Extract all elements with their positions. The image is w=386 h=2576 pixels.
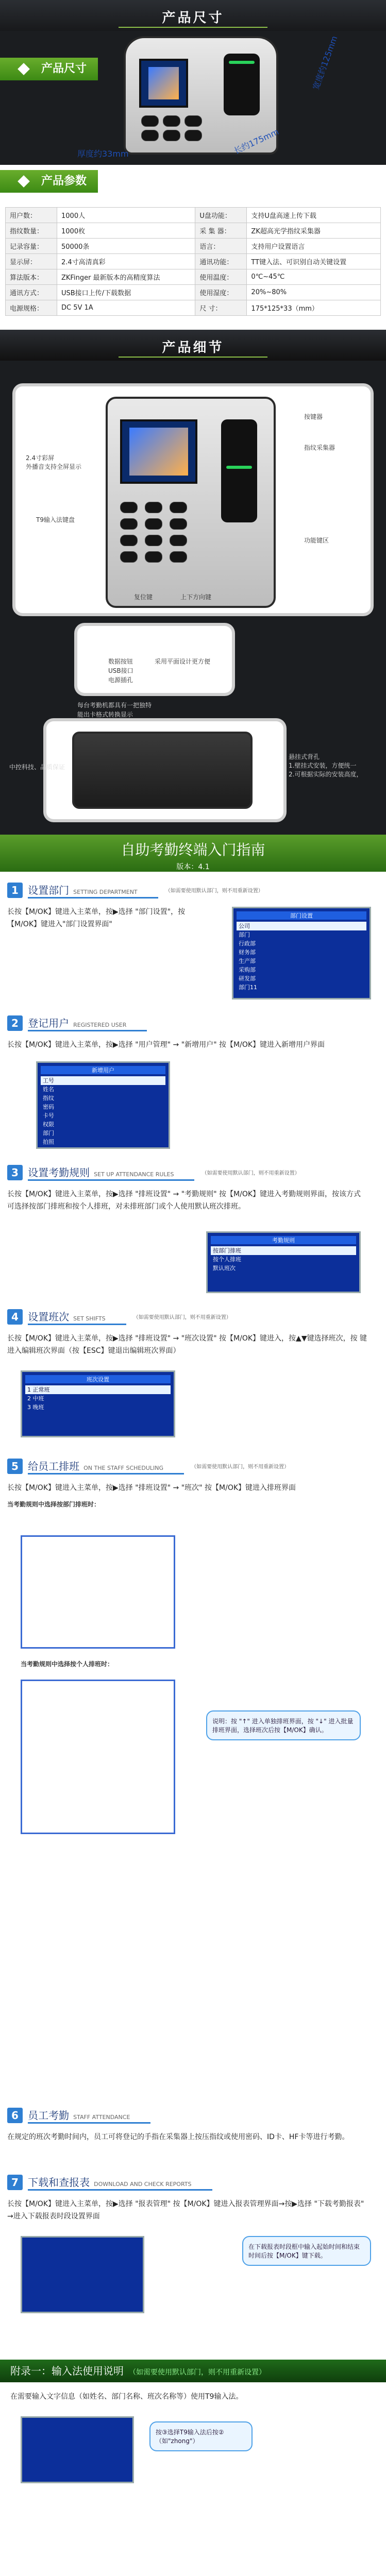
params-section — [0, 165, 386, 330]
step-number: 2 — [7, 1015, 23, 1031]
lcd-row: 指纹 — [43, 1095, 54, 1101]
step-7 — [7, 2174, 378, 2223]
lcd-header: 班次设置 — [25, 1375, 171, 1383]
param-value: TT键入法、可识别自动关键设置 — [247, 254, 381, 269]
lcd-row: 姓名 — [43, 1086, 54, 1093]
callout-unique: 每台考勤机都具有一把独特 — [77, 702, 152, 709]
step-title — [28, 1164, 194, 1181]
step-desc: 长按【M/OK】键进入主菜单，按▶选择 "排班设置" → "班次设置" 按【M/OK】键进入，按▲▼键选择班次，按 键进入编辑班次界面（按【ESC】键退出编辑班次界面） — [7, 1334, 367, 1355]
param-key: 通讯功能： — [195, 254, 247, 269]
keypad-key — [184, 130, 202, 141]
step-title-text: 下载和查报表 — [28, 2176, 90, 2189]
detail-panel-3 — [46, 721, 283, 819]
guide-title: 自助考勤终端入门指南 — [121, 841, 265, 858]
width-dimension: 宽度约125mm — [311, 35, 340, 91]
params-row — [6, 285, 381, 300]
step-number: 4 — [7, 1309, 23, 1325]
callout-screen-label: 2.4寸彩屏 — [26, 454, 55, 462]
step-subtitle: SETTING DEPARTMENT — [73, 889, 138, 895]
fingerprint-sensor — [224, 54, 260, 115]
param-value: 0℃~45℃ — [247, 269, 381, 285]
param-value: 1000人 — [57, 208, 195, 223]
lcd-row: 按部门排班 — [211, 1246, 356, 1255]
keypad-key — [170, 551, 187, 563]
param-key: 通讯方式： — [6, 285, 57, 300]
keypad-key — [141, 130, 159, 141]
quick-start-guide — [0, 835, 386, 2576]
lcd-row: 财务部 — [239, 949, 256, 956]
appendix1-title: 附录一：输入法使用说明 — [10, 2365, 124, 2377]
title-underline — [119, 357, 267, 358]
report-tip: 在下载报表时段框中输入起始时间和结束时间后按【M/OK】键下载。 — [242, 2236, 371, 2266]
lcd-row: 1 正常班 — [25, 1385, 171, 1394]
callout-t9: T9输入法键盘 — [36, 516, 75, 523]
lcd-row: 工号 — [41, 1076, 165, 1085]
lcd-row: 2 中班 — [27, 1395, 44, 1402]
step-number: 5 — [7, 1459, 23, 1474]
step-title — [28, 882, 158, 899]
step-subtitle: SET UP ATTENDANCE RULES — [94, 1171, 174, 1178]
params-row — [6, 223, 381, 239]
step-title-text: 员工考勤 — [28, 2109, 70, 2122]
keypad-key — [163, 130, 180, 141]
lcd-header: 考勤规则 — [211, 1236, 356, 1244]
step-title-text: 设置部门 — [28, 884, 70, 896]
lcd-row: 生产部 — [239, 958, 256, 964]
guide-title-bar — [0, 835, 386, 872]
callout-func: 功能键区 — [304, 537, 329, 544]
param-key: 记录容量： — [6, 239, 57, 254]
step-desc: 在规定的班次考勤时间内，员工可将登记的手指在采集器上按压指纹或使用密码、ID卡、HF卡等进行考勤。 — [7, 2133, 349, 2141]
keypad-key — [170, 535, 187, 546]
callout-hanging — [289, 752, 381, 778]
details-section — [0, 330, 386, 835]
lcd-department — [232, 907, 371, 999]
param-value: 20%~80% — [247, 285, 381, 300]
params-label-text: 产品参数 — [41, 175, 87, 188]
lcd-row: 部门 — [43, 1130, 54, 1137]
param-key: 语言： — [195, 239, 247, 254]
step-note: （如需要使用默认部门，则不用重新设置） — [133, 1314, 231, 1320]
lcd-row: 研发部 — [239, 975, 256, 982]
t9-tip: 按③选择T9输入法后按②（如"zhong"） — [149, 2421, 253, 2451]
step5-person-label: 当考勤规则中选择按个人排班时： — [21, 1660, 114, 1668]
keypad-key — [145, 535, 162, 546]
lcd-shifts — [21, 1370, 175, 1437]
appendix1-text: 在需要输入文字信息（如姓名、部门名称、班次名称等）使用T9输入法。 — [10, 2393, 243, 2401]
param-key: U盘功能： — [195, 208, 247, 223]
step5-dept-label: 当考勤规则中选择按部门排班时： — [7, 1501, 100, 1508]
step-title — [28, 2174, 212, 2191]
params-row — [6, 239, 381, 254]
size-label-text: 产品尺寸 — [41, 62, 87, 75]
param-value: 2.4寸高清真彩 — [57, 254, 195, 269]
callout-power: 按键器 — [304, 413, 323, 420]
keypad-key — [120, 535, 138, 546]
lcd-header: 新增用户 — [41, 1066, 165, 1074]
lcd-new-user — [36, 1061, 170, 1149]
keypad-key — [170, 502, 187, 513]
step-title-text: 设置考勤规则 — [28, 1166, 90, 1179]
title-underline — [119, 27, 267, 28]
step-number: 7 — [7, 2175, 23, 2190]
step-title-text: 给员工排班 — [28, 1460, 80, 1472]
callout-format: 能出卡格式转换显示 — [77, 711, 133, 718]
param-key: 用户数： — [6, 208, 57, 223]
callout-usb: USB接口 — [108, 667, 133, 674]
step-3 — [7, 1164, 378, 1213]
appendix1-bar — [0, 2360, 386, 2382]
param-value: 175*125*33（mm） — [247, 300, 381, 316]
lcd-row: 拍照 — [43, 1139, 54, 1145]
callout-updown: 上下方向键 — [180, 594, 212, 601]
device-back — [72, 732, 253, 809]
device-screen — [120, 419, 197, 484]
step-subtitle: ON THE STAFF SCHEDULING — [83, 1465, 164, 1471]
step-note: （如需要使用默认部门，则不用重新设置） — [191, 1464, 290, 1470]
step-note: （如需要使用默认部门，则不用重新设置） — [165, 888, 263, 894]
param-value: USB接口上传/下载数据 — [57, 285, 195, 300]
param-value: DC 5V 1A — [57, 300, 195, 316]
section-title: 产品细节 — [162, 340, 224, 355]
step-subtitle: SET SHIFTS — [73, 1315, 106, 1322]
lcd-row: 采购部 — [239, 967, 256, 973]
params-row — [6, 254, 381, 269]
schedule-tip: 说明：按 "↑" 进入单独排班界面，按 "↓" 进入批量排班界面，选择班次后按【M/OK】确认。 — [206, 1710, 361, 1740]
lcd-dept-schedule — [21, 1535, 175, 1649]
callout-fingerprint: 指纹采集器 — [304, 444, 335, 451]
param-key: 电源规格： — [6, 300, 57, 316]
param-key: 使用温度： — [195, 269, 247, 285]
keypad-key — [120, 502, 138, 513]
param-key: 采 集 器： — [195, 223, 247, 239]
keypad-key — [184, 115, 202, 127]
callout-flat: 采用平面设计更方便 — [155, 658, 211, 665]
diamond-icon — [18, 63, 30, 75]
diamond-icon — [18, 175, 30, 188]
step-number: 1 — [7, 883, 23, 898]
callout-dc: 电源插孔 — [108, 676, 133, 684]
keypad-key — [170, 518, 187, 530]
keypad-key — [145, 518, 162, 530]
length-dimension: 长约175mm — [232, 126, 280, 156]
callout-hanging-title: 悬挂式背孔 — [289, 753, 320, 760]
lcd-row: 卡号 — [43, 1112, 54, 1119]
param-value: 50000条 — [57, 239, 195, 254]
section-title: 产品尺寸 — [162, 10, 224, 26]
step-title — [28, 2107, 150, 2124]
guide-version: 版本：4.1 — [176, 863, 210, 871]
lcd-row: 密码 — [43, 1104, 54, 1110]
params-row — [6, 208, 381, 223]
lcd-t9 — [21, 2416, 134, 2483]
step-desc: 长按【M/OK】键进入主菜单，按▶选择 "排班设置" → "班次" 按【M/OK】键进入排班界面 — [7, 1484, 296, 1492]
callout-data-button: 数据按钮 — [108, 658, 133, 665]
step-2 — [7, 1015, 378, 1051]
callout-screen-sub: 外播音支持全屏显示 — [26, 463, 82, 470]
fingerprint-sensor — [221, 419, 257, 522]
param-key: 算法版本： — [6, 269, 57, 285]
step-desc: 长按【M/OK】键进入主菜单，按▶选择 "用户管理" → "新增用户" 按【M/OK】键进入新增用户界面 — [7, 1041, 325, 1049]
thickness-dimension: 厚度约33mm — [77, 149, 129, 159]
params-table — [5, 207, 381, 316]
size-label — [0, 58, 98, 80]
param-value: 支持U盘高速上传下载 — [247, 208, 381, 223]
callout-reset: 复位键 — [134, 594, 153, 601]
callout-hanging-2: 2.可根据实际的安装高度， — [289, 771, 363, 778]
lcd-header: 部门设置 — [237, 911, 366, 920]
keypad-key — [120, 551, 138, 563]
lcd-rules — [206, 1231, 361, 1293]
lcd-row: 默认班次 — [213, 1265, 236, 1272]
detail-panel-2 — [77, 626, 232, 693]
step-number: 6 — [7, 2108, 23, 2123]
param-value: 1000枚 — [57, 223, 195, 239]
params-label — [0, 170, 98, 193]
step-4 — [7, 1309, 378, 1357]
param-key: 使用湿度： — [195, 285, 247, 300]
detail-panel-1 — [15, 386, 371, 613]
step-desc: 长按【M/OK】键进入主菜单，按▶选择 "报表管理" 按【M/OK】键进入报表管理界面→按▶选择 "下载考勤报表" →进入下载报表时段设置界面 — [7, 2200, 364, 2221]
step-5 — [7, 1458, 378, 1510]
step-desc: 长按【M/OK】键进入主菜单，按▶选择 "排班设置" → "考勤规则" 按【M/OK】键进入考勤规则界面，按该方式可选择按部门排班和按个人排班，对未排班部门或个人使用默认班次排班。 — [7, 1190, 361, 1211]
step-desc: 长按【M/OK】键进入主菜单，按▶选择 "部门设置"，按【M/OK】键进入"部门设置界面" — [7, 908, 186, 928]
keypad-key — [141, 115, 159, 127]
device-detail — [106, 397, 276, 608]
lcd-person-schedule — [21, 1680, 175, 1834]
lcd-row: 部门11 — [239, 984, 257, 991]
keypad-key — [163, 115, 180, 127]
keypad-key — [120, 518, 138, 530]
callout-hanging-1: 1.壁挂式安装，方便统一 — [289, 762, 357, 769]
device-screen — [139, 59, 188, 108]
section-band — [0, 330, 386, 361]
section-band — [0, 0, 386, 31]
lcd-row: 公司 — [237, 922, 366, 930]
param-key: 指纹数量： — [6, 223, 57, 239]
keypad-key — [145, 502, 162, 513]
product-size-section — [0, 0, 386, 165]
step-subtitle: STAFF ATTENDANCE — [73, 2114, 130, 2121]
params-row — [6, 269, 381, 285]
param-value: ZKFinger 最新版本的高精度算法 — [57, 269, 195, 285]
step-6 — [7, 2107, 378, 2143]
lcd-row: 权限 — [43, 1121, 54, 1128]
step-title — [28, 1458, 184, 1475]
step-title — [28, 1309, 126, 1325]
step-note: （如需要使用默认部门，则不用重新设置） — [202, 1170, 300, 1176]
lcd-row: 3 晚班 — [27, 1404, 44, 1411]
params-row — [6, 300, 381, 316]
callout-quality: 中控科技、品质保证 — [9, 764, 65, 771]
param-value: ZK超高光学指纹采集器 — [247, 223, 381, 239]
step-title — [28, 1015, 147, 1031]
lcd-row: 部门 — [239, 931, 250, 938]
step-subtitle: REGISTERED USER — [73, 1022, 127, 1028]
step-title-text: 设置班次 — [28, 1311, 70, 1323]
param-value: 支持用户设置语言 — [247, 239, 381, 254]
step-title-text: 登记用户 — [28, 1017, 70, 1029]
lcd-reports — [21, 2236, 144, 2313]
step-number: 3 — [7, 1165, 23, 1180]
param-key: 显示屏： — [6, 254, 57, 269]
lcd-row: 行政部 — [239, 940, 256, 947]
step-subtitle: DOWNLOAD AND CHECK REPORTS — [94, 2181, 192, 2188]
callout-screen — [26, 453, 98, 471]
appendix1-sub: （如需要使用默认部门，则不用重新设置） — [129, 2368, 266, 2377]
keypad-key — [145, 551, 162, 563]
param-key: 尺 寸： — [195, 300, 247, 316]
lcd-row: 按个人排班 — [213, 1256, 241, 1263]
